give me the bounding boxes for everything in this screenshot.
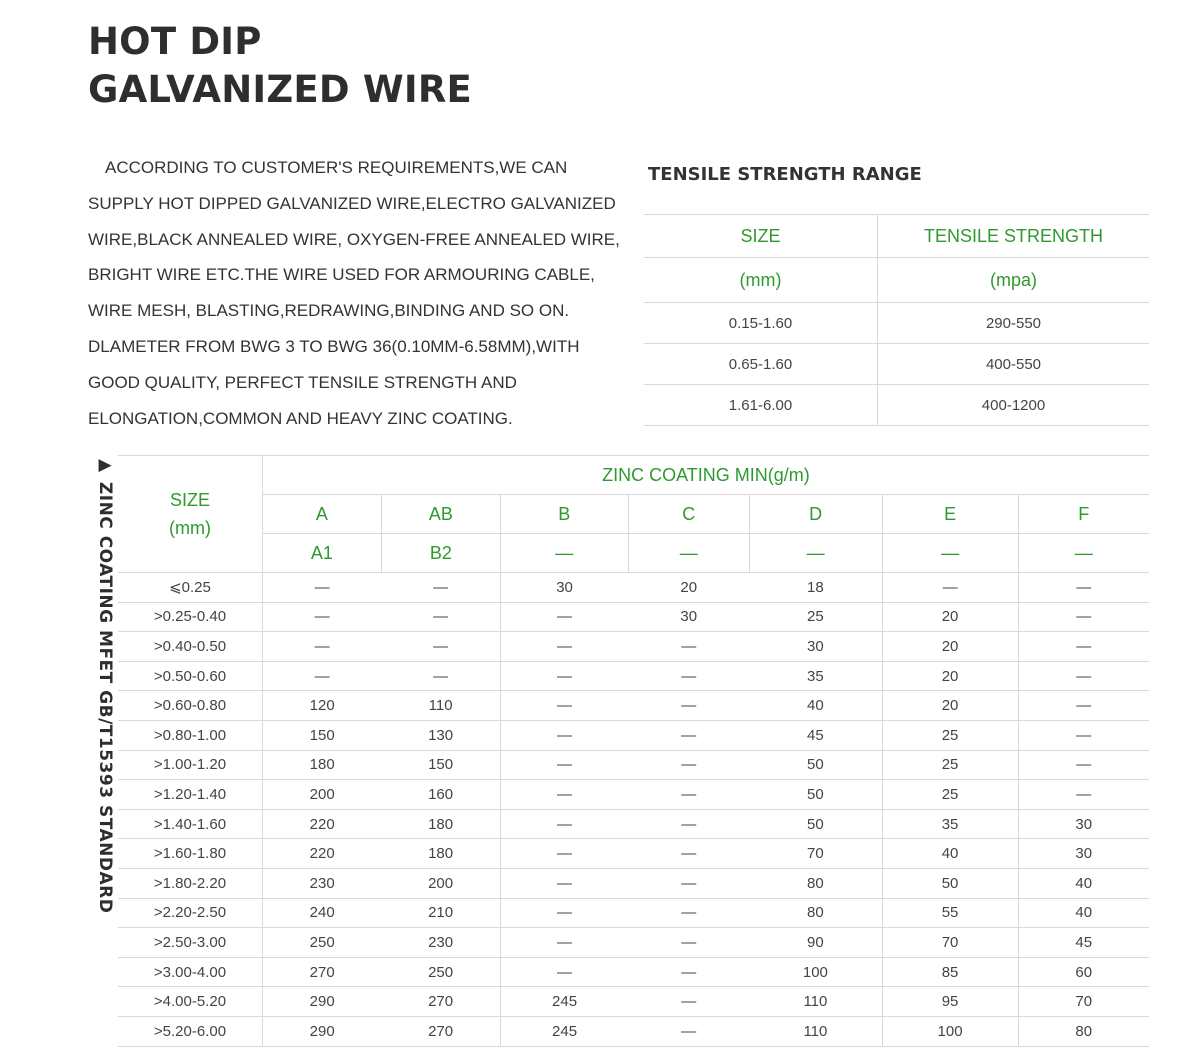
table-cell: 50 [749, 750, 882, 780]
table-cell: 55 [882, 898, 1018, 928]
table-cell: 80 [1018, 1016, 1149, 1046]
tensile-unit-size: (mm) [644, 258, 878, 303]
table-row [118, 573, 1149, 603]
size-cell: ⩽0.25 [118, 573, 262, 603]
table-cell: 25 [882, 750, 1018, 780]
size-cell: >0.80-1.00 [118, 720, 262, 750]
table-cell: 400-1200 [878, 385, 1150, 426]
table-cell: 85 [882, 957, 1018, 987]
zinc-subclass-header: — [1018, 534, 1149, 573]
table-cell: 220 [262, 839, 381, 869]
zinc-class-header: A [262, 495, 381, 534]
table-row [118, 839, 1149, 869]
table-cell: — [1018, 720, 1149, 750]
size-cell: >0.40-0.50 [118, 632, 262, 662]
zinc-group-header-row [118, 456, 1149, 495]
zinc-class-header: E [882, 495, 1018, 534]
table-row [118, 661, 1149, 691]
table-cell: 290 [262, 1016, 381, 1046]
tensile-header-row [644, 215, 1149, 258]
table-cell: — [381, 602, 500, 632]
table-cell: — [500, 928, 628, 958]
table-cell: 70 [882, 928, 1018, 958]
table-cell: — [628, 661, 749, 691]
table-row [118, 632, 1149, 662]
tensile-strength-table [644, 214, 1149, 426]
tensile-unit-strength: (mpa) [878, 258, 1150, 303]
title-line-1: HOT DIP [88, 20, 262, 63]
size-cell: >0.50-0.60 [118, 661, 262, 691]
table-cell: 50 [882, 868, 1018, 898]
table-cell: 95 [882, 987, 1018, 1017]
table-cell: — [628, 987, 749, 1017]
table-cell: — [628, 780, 749, 810]
table-cell: — [628, 632, 749, 662]
size-cell: >1.60-1.80 [118, 839, 262, 869]
table-cell: 110 [749, 987, 882, 1017]
intro-line: SUPPLY HOT DIPPED GALVANIZED WIRE,ELECTRO GALVANIZED [88, 193, 616, 213]
size-cell: >1.40-1.60 [118, 809, 262, 839]
zinc-subclass-header: — [500, 534, 628, 573]
table-cell: 200 [381, 868, 500, 898]
table-cell: 30 [1018, 809, 1149, 839]
table-cell: 245 [500, 987, 628, 1017]
table-cell: 50 [749, 780, 882, 810]
table-cell: 270 [262, 957, 381, 987]
table-cell: 25 [882, 780, 1018, 810]
intro-paragraph [88, 150, 620, 436]
table-cell: — [500, 720, 628, 750]
zinc-size-header-unit: (mm) [168, 518, 211, 538]
zinc-class-header: D [749, 495, 882, 534]
tensile-strength-heading: TENSILE STRENGTH RANGE [648, 164, 922, 185]
table-row [118, 987, 1149, 1017]
table-cell: 100 [882, 1016, 1018, 1046]
size-cell: >1.80-2.20 [118, 868, 262, 898]
table-cell: 45 [1018, 928, 1149, 958]
table-cell: 80 [749, 898, 882, 928]
table-cell: 25 [749, 602, 882, 632]
table-cell: 110 [381, 691, 500, 721]
table-cell: 290-550 [878, 303, 1150, 344]
zinc-subclass-header: A1 [262, 534, 381, 573]
table-cell: 20 [882, 632, 1018, 662]
table-row [118, 602, 1149, 632]
table-cell: 200 [262, 780, 381, 810]
table-cell: — [500, 691, 628, 721]
table-cell: — [628, 691, 749, 721]
size-cell: >5.20-6.00 [118, 1016, 262, 1046]
page-title [88, 18, 472, 114]
table-cell: 30 [749, 632, 882, 662]
table-row [118, 928, 1149, 958]
intro-line: WIRE MESH, BLASTING,REDRAWING,BINDING AND SO ON. [88, 301, 570, 321]
table-cell: — [882, 573, 1018, 603]
table-cell: — [628, 1016, 749, 1046]
table-cell: — [381, 573, 500, 603]
table-cell: — [262, 661, 381, 691]
table-cell: 20 [882, 691, 1018, 721]
table-row [644, 303, 1149, 344]
table-cell: 270 [381, 1016, 500, 1046]
table-cell: 40 [1018, 868, 1149, 898]
table-cell: — [628, 809, 749, 839]
table-cell: — [628, 750, 749, 780]
table-cell: — [1018, 661, 1149, 691]
table-row [118, 809, 1149, 839]
table-cell: 150 [262, 720, 381, 750]
table-row [118, 1016, 1149, 1046]
table-cell: 20 [882, 661, 1018, 691]
zinc-class-row [118, 495, 1149, 534]
table-row [118, 750, 1149, 780]
table-cell: — [500, 780, 628, 810]
tensile-units-row [644, 258, 1149, 303]
table-cell: — [500, 809, 628, 839]
intro-line: ACCORDING TO CUSTOMER'S REQUIREMENTS,WE CAN [105, 158, 568, 177]
intro-line: GOOD QUALITY, PERFECT TENSILE STRENGTH AND [88, 372, 517, 392]
table-cell: — [262, 602, 381, 632]
zinc-subclass-row [118, 534, 1149, 573]
table-cell: — [1018, 632, 1149, 662]
table-row [644, 385, 1149, 426]
table-cell: 50 [749, 809, 882, 839]
table-cell: — [1018, 780, 1149, 810]
table-cell: 245 [500, 1016, 628, 1046]
table-cell: — [1018, 573, 1149, 603]
table-cell: — [262, 573, 381, 603]
size-cell: >0.25-0.40 [118, 602, 262, 632]
intro-line: DLAMETER FROM BWG 3 TO BWG 36(0.10MM-6.58MM),WITH [88, 336, 580, 356]
table-cell: — [500, 602, 628, 632]
table-cell: 0.15-1.60 [644, 303, 878, 344]
table-cell: — [628, 839, 749, 869]
table-cell: 160 [381, 780, 500, 810]
zinc-class-header: F [1018, 495, 1149, 534]
size-cell: >0.60-0.80 [118, 691, 262, 721]
table-cell: 150 [381, 750, 500, 780]
table-cell: — [381, 661, 500, 691]
table-cell: 0.65-1.60 [644, 344, 878, 385]
table-cell: 250 [262, 928, 381, 958]
title-line-2: GALVANIZED WIRE [88, 68, 473, 111]
table-cell: 130 [381, 720, 500, 750]
table-cell: 180 [381, 809, 500, 839]
table-cell: — [500, 898, 628, 928]
table-cell: 35 [749, 661, 882, 691]
table-cell: 230 [262, 868, 381, 898]
zinc-table-body [118, 573, 1149, 1047]
zinc-class-header: C [628, 495, 749, 534]
table-cell: 180 [381, 839, 500, 869]
zinc-subclass-header: — [882, 534, 1018, 573]
size-cell: >1.00-1.20 [118, 750, 262, 780]
zinc-subclass-header: — [628, 534, 749, 573]
table-cell: 40 [749, 691, 882, 721]
table-cell: — [1018, 691, 1149, 721]
size-cell: >2.50-3.00 [118, 928, 262, 958]
table-cell: 70 [1018, 987, 1149, 1017]
zinc-class-header: B [500, 495, 628, 534]
zinc-subclass-header: — [749, 534, 882, 573]
table-cell: 1.61-6.00 [644, 385, 878, 426]
table-cell: 400-550 [878, 344, 1150, 385]
zinc-coating-table [118, 455, 1149, 1047]
table-row [118, 780, 1149, 810]
table-row [118, 868, 1149, 898]
zinc-size-header-label: SIZE [169, 490, 210, 510]
size-cell: >3.00-4.00 [118, 957, 262, 987]
table-cell: — [628, 720, 749, 750]
intro-line: WIRE,BLACK ANNEALED WIRE, OXYGEN-FREE ANNEALED WIRE, [88, 229, 620, 249]
table-cell: 250 [381, 957, 500, 987]
zinc-group-header: ZINC COATING MIN(g/m) [262, 456, 1149, 495]
intro-line: ELONGATION,COMMON AND HEAVY ZINC COATING. [88, 408, 513, 428]
table-cell: — [262, 632, 381, 662]
size-cell: >4.00-5.20 [118, 987, 262, 1017]
zinc-class-header: AB [381, 495, 500, 534]
table-cell: 80 [749, 868, 882, 898]
table-cell: — [500, 750, 628, 780]
table-cell: — [628, 957, 749, 987]
tensile-header-size: SIZE [644, 215, 878, 258]
table-cell: 18 [749, 573, 882, 603]
table-cell: 40 [882, 839, 1018, 869]
table-cell: 40 [1018, 898, 1149, 928]
table-cell: 120 [262, 691, 381, 721]
table-cell: — [1018, 750, 1149, 780]
table-cell: — [500, 661, 628, 691]
table-cell: — [628, 928, 749, 958]
table-cell: 25 [882, 720, 1018, 750]
table-cell: 90 [749, 928, 882, 958]
table-cell: 45 [749, 720, 882, 750]
table-cell: 60 [1018, 957, 1149, 987]
table-cell: 290 [262, 987, 381, 1017]
table-row [118, 957, 1149, 987]
table-row [118, 691, 1149, 721]
table-cell: — [381, 632, 500, 662]
tensile-header-strength: TENSILE STRENGTH [878, 215, 1150, 258]
zinc-subclass-header: B2 [381, 534, 500, 573]
table-cell: 35 [882, 809, 1018, 839]
table-cell: 30 [500, 573, 628, 603]
table-cell: — [1018, 602, 1149, 632]
table-cell: — [500, 868, 628, 898]
table-cell: — [628, 868, 749, 898]
table-row [644, 344, 1149, 385]
table-cell: 210 [381, 898, 500, 928]
table-cell: 230 [381, 928, 500, 958]
intro-line: BRIGHT WIRE ETC.THE WIRE USED FOR ARMOURING CABLE, [88, 265, 595, 285]
table-row [118, 898, 1149, 928]
table-row [118, 720, 1149, 750]
table-cell: 180 [262, 750, 381, 780]
table-cell: — [628, 898, 749, 928]
table-cell: 110 [749, 1016, 882, 1046]
table-cell: 100 [749, 957, 882, 987]
size-cell: >1.20-1.40 [118, 780, 262, 810]
table-cell: 20 [628, 573, 749, 603]
zinc-coating-standard-label: ▶ ZINC COATING MFET GB/T15393 STANDARD [95, 455, 115, 914]
table-cell: 240 [262, 898, 381, 928]
zinc-size-header [118, 456, 262, 573]
table-cell: — [500, 957, 628, 987]
size-cell: >2.20-2.50 [118, 898, 262, 928]
table-cell: 220 [262, 809, 381, 839]
table-cell: 30 [1018, 839, 1149, 869]
table-cell: — [500, 632, 628, 662]
table-cell: 270 [381, 987, 500, 1017]
table-cell: 70 [749, 839, 882, 869]
table-cell: 20 [882, 602, 1018, 632]
table-cell: — [500, 839, 628, 869]
table-cell: 30 [628, 602, 749, 632]
